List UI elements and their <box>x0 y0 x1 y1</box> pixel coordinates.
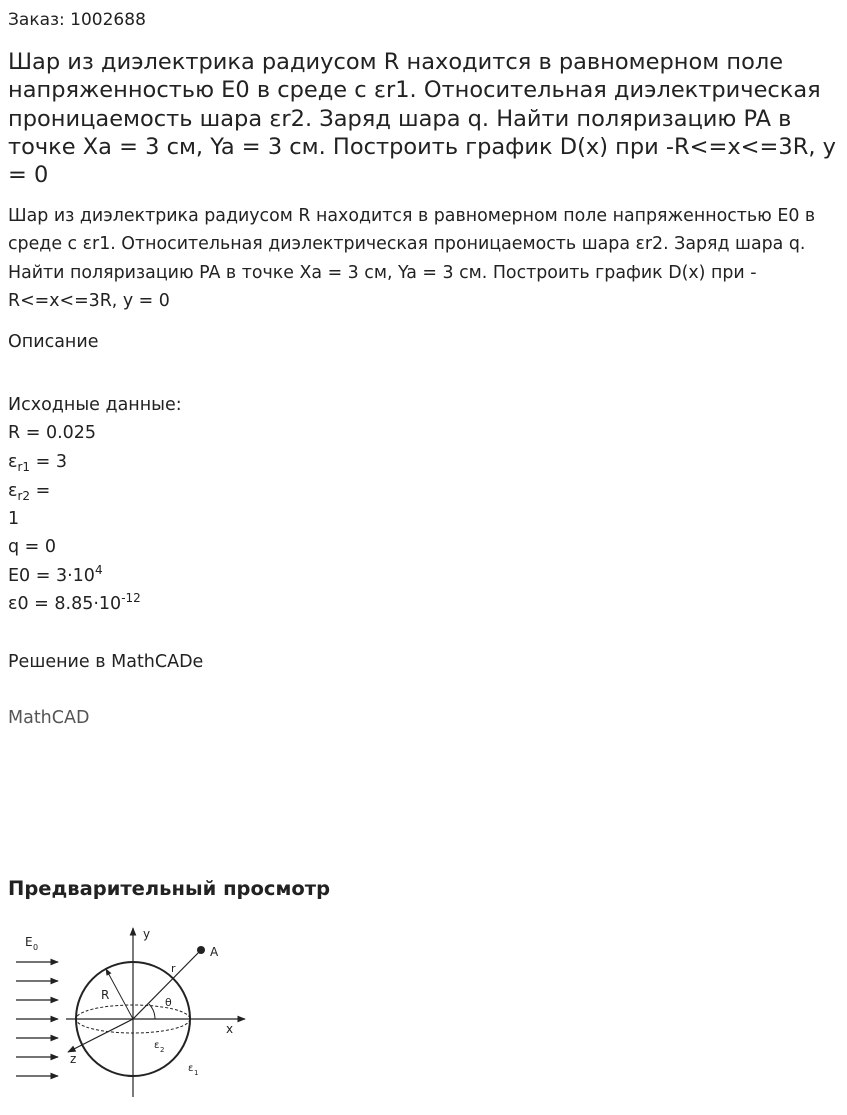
label-A: A <box>210 945 219 959</box>
er2-subscript: r2 <box>17 489 31 503</box>
input-E0 <box>8 565 103 587</box>
task-description: Шар из диэлектрика радиусом R находится в равномерном поле напряженностью E0 в среде с εr1. Относительная диэлектрическая проницаемость шара εr2. Заряд шара q. Найти поляризацию PA в точке Xa = 3 см, Ya = 3 см. Построить график D(x) при -R<=x<=3R, y = 0 <box>8 206 816 312</box>
field-lines <box>16 962 58 1076</box>
input-er1 <box>8 451 67 473</box>
order-number: Заказ: 1002688 <box>8 10 146 30</box>
label-eps1-sub: 1 <box>194 1069 199 1077</box>
input-data-label: Исходные данные: <box>8 395 182 415</box>
label-eps2: ε <box>154 1040 160 1051</box>
label-r: r <box>171 962 176 975</box>
er2-equals: = <box>30 481 51 501</box>
label-eps1: ε <box>188 1063 194 1074</box>
mathcad-link[interactable]: MathCAD <box>8 708 90 728</box>
input-eps0 <box>8 593 141 615</box>
er2-symbol: ε <box>8 481 18 501</box>
label-theta: θ <box>165 996 172 1009</box>
eps0-exponent: -12 <box>121 591 141 605</box>
solution-label: Решение в MathCADe <box>8 652 204 672</box>
input-er2-value: 1 <box>8 509 20 529</box>
er1-value: = 3 <box>30 452 67 472</box>
input-q: q = 0 <box>8 537 57 557</box>
radius-R <box>106 969 133 1019</box>
er1-symbol: ε <box>8 452 18 472</box>
label-x: x <box>226 1022 234 1036</box>
E0-exponent: 4 <box>94 563 103 577</box>
label-z: z <box>70 1052 77 1066</box>
description-label: Описание <box>8 332 99 352</box>
er1-subscript: r1 <box>17 460 31 474</box>
point-A <box>197 946 205 954</box>
E0-base: E0 = 3·10 <box>8 566 95 586</box>
label-E0-sub: 0 <box>33 943 39 952</box>
page-title: Шар из диэлектрика радиусом R находится в равномерном поле напряженностью E0 в среде с εr1. Относительная диэлектрическая проницаемость шара εr2. Заряд шара q. Найти поляризацию PA в точке Xa = 3 см, Ya = 3 см. Построить график D(x) при -R<=x<=3R, y = 0 <box>8 49 836 189</box>
label-R: R <box>101 988 110 1002</box>
eps0-base: ε0 = 8.85·10 <box>8 594 122 614</box>
sphere-diagram <box>10 922 260 1102</box>
input-R: R = 0.025 <box>8 423 97 443</box>
preview-heading: Предварительный просмотр <box>8 877 331 900</box>
input-er2 <box>8 480 50 502</box>
label-y: y <box>143 927 151 941</box>
label-eps2-sub: 2 <box>160 1046 165 1054</box>
label-E0: E <box>25 935 33 949</box>
